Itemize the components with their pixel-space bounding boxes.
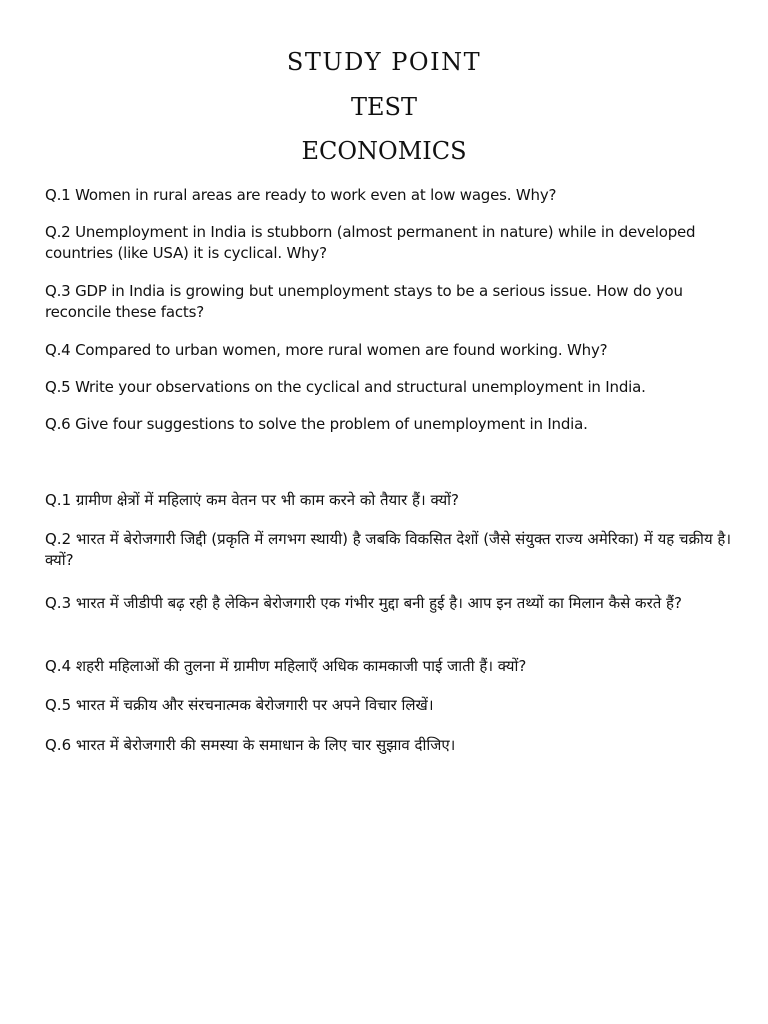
question-hi-6: Q.6 भारत में बेरोजगारी की समस्या के समाधान के लिए चार सुझाव दीजिए।: [45, 736, 456, 754]
subject-title: ECONOMICS: [301, 137, 467, 165]
question-en-2: Q.2 Unemployment in India is stubborn (almost permanent in nature) while in developed countries (like USA) it is cyclical. Why?: [45, 223, 696, 262]
question-en-3: Q.3 GDP in India is growing but unemployment stays to be a serious issue. How do you reconcile these facts?: [45, 282, 683, 321]
question-en-5: Q.5 Write your observations on the cyclical and structural unemployment in India.: [45, 378, 646, 396]
question-hi-2: Q.2 भारत में बेरोजगारी जिद्दी (प्रकृति में लगभग स्थायी) है जबकि विकसित देशों (जैसे संयुक्त राज्य अमेरिका) में यह चक्रीय है। क्यों?: [45, 530, 732, 569]
question-hi-4: Q.4 शहरी महिलाओं की तुलना में ग्रामीण महिलाएँ अधिक कामकाजी पाई जाती हैं। क्यों?: [45, 657, 527, 675]
question-hi-3: Q.3 भारत में जीडीपी बढ़ रही है लेकिन बेरोजगारी एक गंभीर मुद्दा बनी हुई है। आप इन तथ्यों का मिलान कैसे करते हैं?: [45, 594, 682, 612]
test-label: TEST: [351, 93, 417, 121]
question-hi-1: Q.1 ग्रामीण क्षेत्रों में महिलाएं कम वेतन पर भी काम करने को तैयार हैं। क्यों?: [45, 491, 460, 509]
question-en-1: Q.1 Women in rural areas are ready to work even at low wages. Why?: [45, 186, 557, 204]
question-en-6: Q.6 Give four suggestions to solve the problem of unemployment in India.: [45, 415, 588, 433]
question-hi-5: Q.5 भारत में चक्रीय और संरचनात्मक बेरोजगारी पर अपने विचार लिखें।: [45, 696, 434, 714]
institute-name: STUDY POINT: [286, 48, 482, 76]
question-en-4: Q.4 Compared to urban women, more rural women are found working. Why?: [45, 341, 608, 359]
